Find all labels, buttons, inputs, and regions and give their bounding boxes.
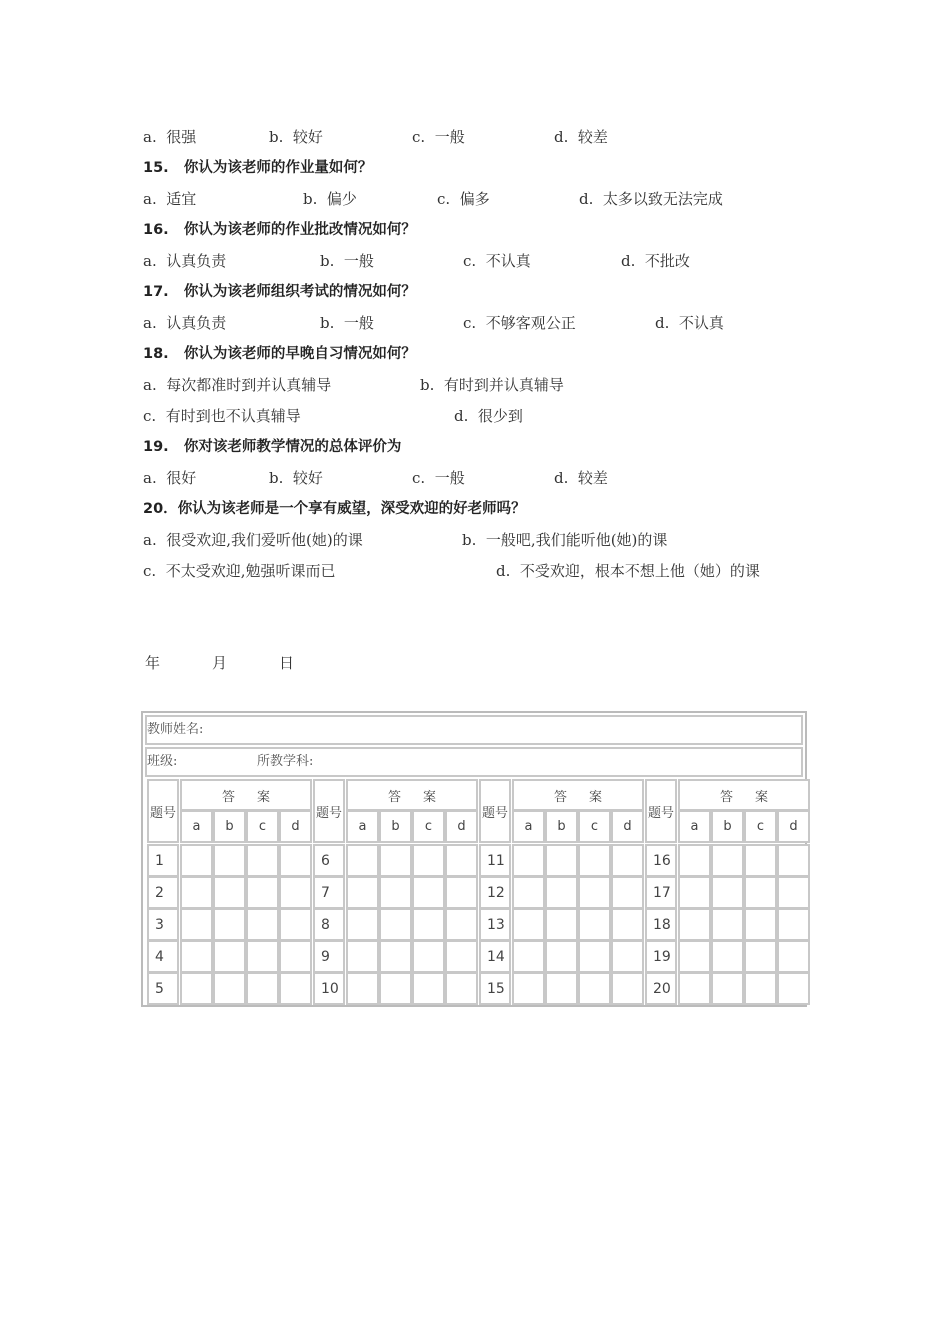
answer-cell-3-c[interactable] (246, 908, 279, 941)
question-number-cell: 2 (147, 876, 179, 909)
answer-cell-7-a[interactable] (346, 876, 379, 909)
answer-cell-4-c[interactable] (246, 940, 279, 973)
answer-cell-1-c[interactable] (246, 844, 279, 877)
answer-cell-4-b[interactable] (213, 940, 246, 973)
choice-header-b: b (545, 810, 578, 843)
teacher-name-row (145, 715, 803, 745)
answer-sheet (141, 711, 807, 1007)
date-day: 日 (279, 654, 295, 672)
question-number-cell: 3 (147, 908, 179, 941)
answer-cell-16-a[interactable] (678, 844, 711, 877)
teacher-name-label: 教师姓名: (147, 722, 204, 737)
answer-cell-6-d[interactable] (445, 844, 478, 877)
answer-cell-1-a[interactable] (180, 844, 213, 877)
answer-cell-10-a[interactable] (346, 972, 379, 1005)
choice-header-a: a (346, 810, 379, 843)
answer-cell-15-c[interactable] (578, 972, 611, 1005)
answer-cell-13-c[interactable] (578, 908, 611, 941)
question-number-cell: 18 (645, 908, 677, 941)
answer-cell-9-c[interactable] (412, 940, 445, 973)
choice-header-b: b (711, 810, 744, 843)
question-15: 15. 你认为该老师的作业量如何？ (143, 160, 373, 176)
question-18: 18. 你认为该老师的早晚自习情况如何？ (143, 346, 416, 362)
question-number-header: 题号 (645, 779, 677, 843)
answer-cell-15-a[interactable] (512, 972, 545, 1005)
answer-cell-12-b[interactable] (545, 876, 578, 909)
answer-cell-2-b[interactable] (213, 876, 246, 909)
question-number-cell: 10 (313, 972, 345, 1005)
answer-cell-10-d[interactable] (445, 972, 478, 1005)
answer-cell-4-a[interactable] (180, 940, 213, 973)
answer-cell-19-d[interactable] (777, 940, 810, 973)
answer-cell-13-d[interactable] (611, 908, 644, 941)
choice-header-d: d (611, 810, 644, 843)
option-a: a. 很强 (143, 128, 197, 146)
answer-cell-2-c[interactable] (246, 876, 279, 909)
answer-cell-16-d[interactable] (777, 844, 810, 877)
answer-cell-8-d[interactable] (445, 908, 478, 941)
answer-cell-12-d[interactable] (611, 876, 644, 909)
question-number-cell: 9 (313, 940, 345, 973)
answer-cell-16-b[interactable] (711, 844, 744, 877)
answer-cell-8-b[interactable] (379, 908, 412, 941)
answer-cell-6-b[interactable] (379, 844, 412, 877)
answer-cell-17-d[interactable] (777, 876, 810, 909)
answer-cell-18-c[interactable] (744, 908, 777, 941)
question-number-header: 题号 (479, 779, 511, 843)
choice-header-a: a (678, 810, 711, 843)
choice-header-c: c (578, 810, 611, 843)
answer-cell-12-a[interactable] (512, 876, 545, 909)
answer-cell-14-d[interactable] (611, 940, 644, 973)
choice-header-a: a (512, 810, 545, 843)
question-number-cell: 14 (479, 940, 511, 973)
choice-header-a: a (180, 810, 213, 843)
choice-header-c: c (744, 810, 777, 843)
answer-header: 答案 (678, 779, 810, 811)
question-number-cell: 6 (313, 844, 345, 877)
date-year: 年 (145, 654, 161, 672)
answer-cell-12-c[interactable] (578, 876, 611, 909)
answer-cell-15-b[interactable] (545, 972, 578, 1005)
answer-cell-17-c[interactable] (744, 876, 777, 909)
answer-cell-14-c[interactable] (578, 940, 611, 973)
answer-cell-5-c[interactable] (246, 972, 279, 1005)
answer-cell-9-a[interactable] (346, 940, 379, 973)
answer-cell-11-d[interactable] (611, 844, 644, 877)
choice-header-d: d (777, 810, 810, 843)
question-number-cell: 16 (645, 844, 677, 877)
choice-header-d: d (279, 810, 312, 843)
answer-cell-5-d[interactable] (279, 972, 312, 1005)
answer-cell-14-b[interactable] (545, 940, 578, 973)
answer-header: 答案 (346, 779, 478, 811)
answer-cell-18-a[interactable] (678, 908, 711, 941)
choice-header-c: c (246, 810, 279, 843)
answer-cell-11-c[interactable] (578, 844, 611, 877)
answer-cell-11-a[interactable] (512, 844, 545, 877)
question-number-cell: 20 (645, 972, 677, 1005)
answer-cell-7-c[interactable] (412, 876, 445, 909)
answer-cell-14-a[interactable] (512, 940, 545, 973)
answer-cell-19-a[interactable] (678, 940, 711, 973)
question-number-header: 题号 (147, 779, 179, 843)
answer-cell-20-a[interactable] (678, 972, 711, 1005)
answer-cell-15-d[interactable] (611, 972, 644, 1005)
answer-cell-8-c[interactable] (412, 908, 445, 941)
answer-cell-2-d[interactable] (279, 876, 312, 909)
answer-cell-4-d[interactable] (279, 940, 312, 973)
answer-cell-20-c[interactable] (744, 972, 777, 1005)
subject-label: 所教学科: (257, 754, 314, 769)
class-subject-row (145, 747, 803, 777)
question-number-cell: 4 (147, 940, 179, 973)
answer-header: 答案 (512, 779, 644, 811)
answer-cell-5-b[interactable] (213, 972, 246, 1005)
date-month: 月 (212, 654, 228, 672)
answer-cell-6-a[interactable] (346, 844, 379, 877)
answer-cell-18-b[interactable] (711, 908, 744, 941)
answer-cell-10-c[interactable] (412, 972, 445, 1005)
question-number-cell: 7 (313, 876, 345, 909)
question-number-cell: 11 (479, 844, 511, 877)
answer-cell-8-a[interactable] (346, 908, 379, 941)
answer-cell-20-b[interactable] (711, 972, 744, 1005)
answer-cell-5-a[interactable] (180, 972, 213, 1005)
class-label: 班级: (147, 754, 178, 769)
question-number-cell: 13 (479, 908, 511, 941)
answer-cell-2-a[interactable] (180, 876, 213, 909)
answer-cell-6-c[interactable] (412, 844, 445, 877)
question-number-header: 题号 (313, 779, 345, 843)
answer-cell-1-b[interactable] (213, 844, 246, 877)
option-d: d. 较差 (554, 128, 608, 146)
question-number-cell: 1 (147, 844, 179, 877)
answer-cell-3-d[interactable] (279, 908, 312, 941)
question-number-cell: 17 (645, 876, 677, 909)
answer-cell-16-c[interactable] (744, 844, 777, 877)
answer-cell-17-a[interactable] (678, 876, 711, 909)
choice-header-b: b (379, 810, 412, 843)
answer-cell-11-b[interactable] (545, 844, 578, 877)
answer-cell-19-c[interactable] (744, 940, 777, 973)
answer-cell-13-b[interactable] (545, 908, 578, 941)
question-17: 17. 你认为该老师组织考试的情况如何？ (143, 284, 416, 300)
answer-cell-19-b[interactable] (711, 940, 744, 973)
question-16: 16. 你认为该老师的作业批改情况如何？ (143, 222, 416, 238)
choice-header-b: b (213, 810, 246, 843)
answer-cell-20-d[interactable] (777, 972, 810, 1005)
question-number-cell: 8 (313, 908, 345, 941)
answer-cell-7-b[interactable] (379, 876, 412, 909)
option-c: c. 一般 (412, 128, 465, 146)
question-19: 19. 你对该老师教学情况的总体评价为 (143, 439, 402, 455)
answer-cell-10-b[interactable] (379, 972, 412, 1005)
answer-cell-3-a[interactable] (180, 908, 213, 941)
answer-cell-17-b[interactable] (711, 876, 744, 909)
answer-cell-9-d[interactable] (445, 940, 478, 973)
answer-cell-1-d[interactable] (279, 844, 312, 877)
answer-cell-3-b[interactable] (213, 908, 246, 941)
answer-cell-13-a[interactable] (512, 908, 545, 941)
answer-cell-9-b[interactable] (379, 940, 412, 973)
question-number-cell: 12 (479, 876, 511, 909)
answer-cell-18-d[interactable] (777, 908, 810, 941)
answer-header: 答案 (180, 779, 312, 811)
answer-cell-7-d[interactable] (445, 876, 478, 909)
question-number-cell: 15 (479, 972, 511, 1005)
choice-header-d: d (445, 810, 478, 843)
choice-header-c: c (412, 810, 445, 843)
question-number-cell: 5 (147, 972, 179, 1005)
question-20: 20．你认为该老师是一个享有威望，深受欢迎的好老师吗？ (143, 501, 526, 517)
option-b: b. 较好 (269, 128, 323, 146)
question-number-cell: 19 (645, 940, 677, 973)
